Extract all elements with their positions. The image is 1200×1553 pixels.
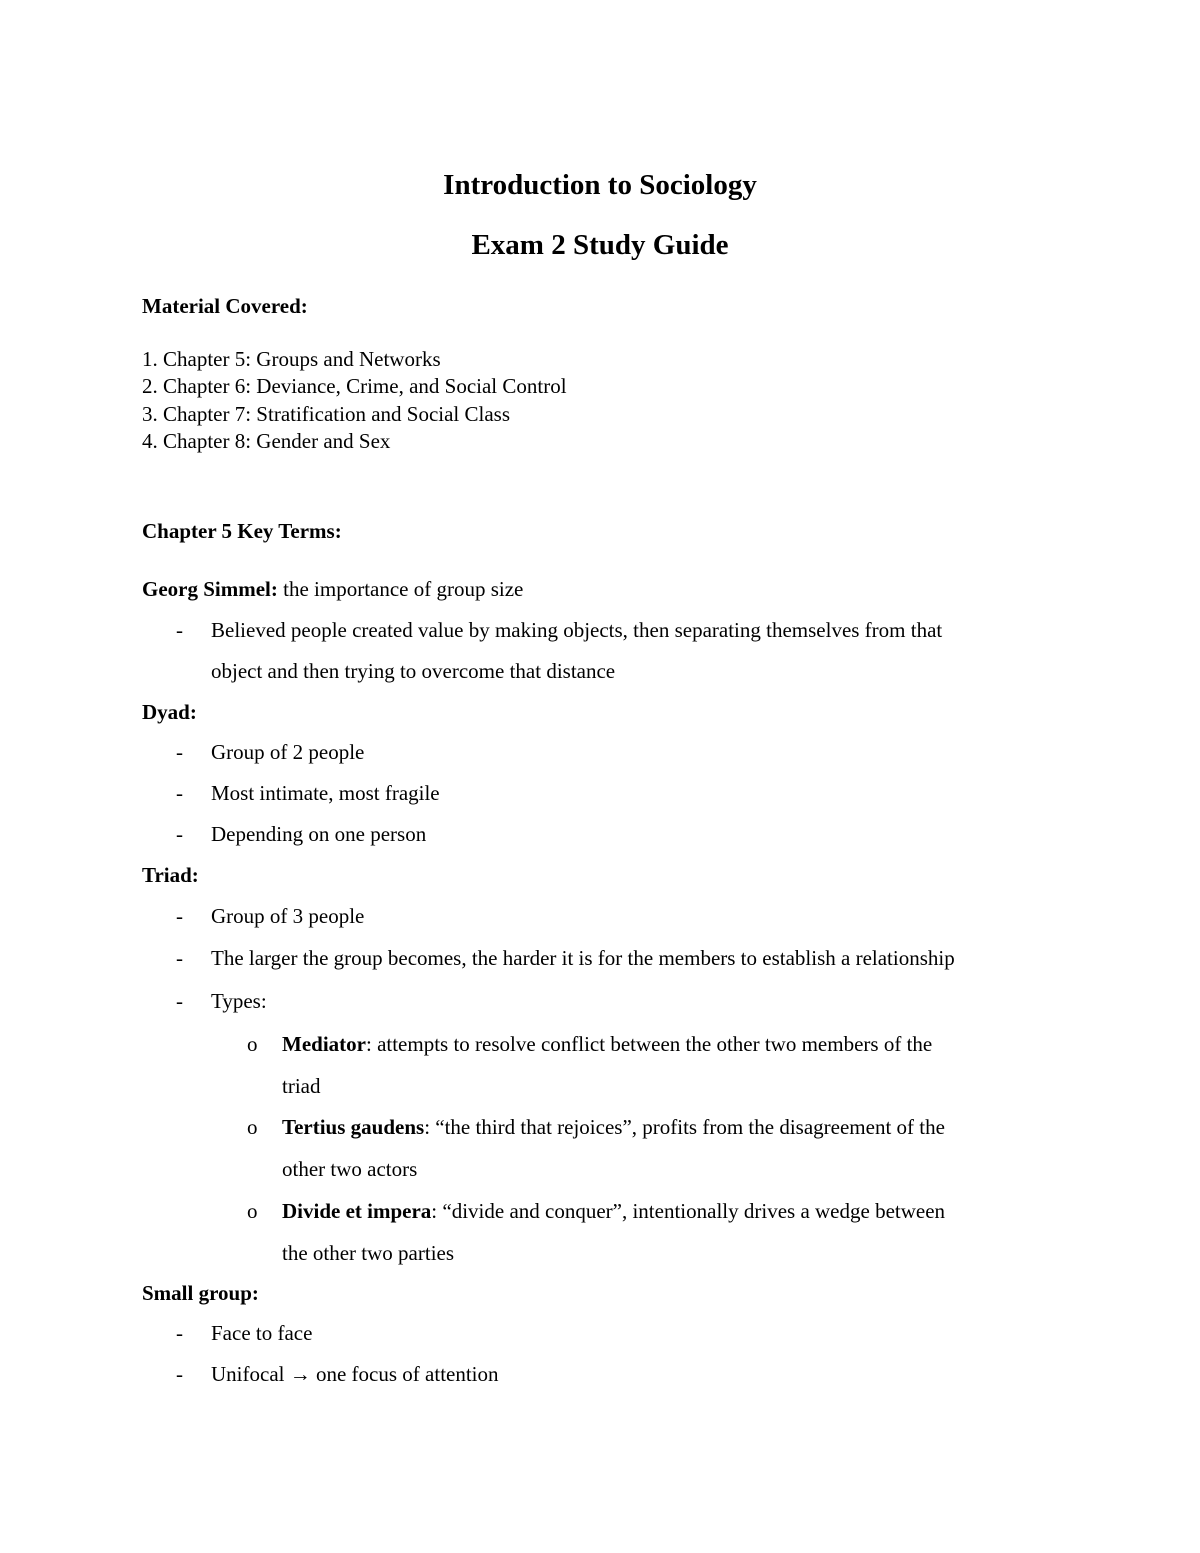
dyad-point: Depending on one person xyxy=(211,822,427,846)
triad-type-name: Divide et impera xyxy=(282,1199,432,1223)
unifocal-word: Unifocal xyxy=(211,1362,285,1386)
simmel-definition: the importance of group size xyxy=(277,577,524,601)
sub-bullet: o xyxy=(247,1115,258,1139)
unifocal-rest: one focus of attention xyxy=(310,1362,499,1386)
small-group-point: Face to face xyxy=(211,1321,313,1345)
sub-bullet: o xyxy=(247,1199,258,1223)
triad-point: Group of 3 people xyxy=(211,904,365,928)
simmel-point: Believed people created value by making objects, then separating themselves from that xyxy=(211,618,943,642)
triad-type-cont: other two actors xyxy=(282,1157,418,1181)
material-item: 3. Chapter 7: Stratification and Social Class xyxy=(142,402,511,426)
simmel-term: Georg Simmel: xyxy=(142,577,278,601)
bullet-dash: - xyxy=(176,1321,183,1345)
sub-bullet: o xyxy=(247,1032,258,1056)
chapter5-heading: Chapter 5 Key Terms: xyxy=(142,519,342,543)
dyad-point: Most intimate, most fragile xyxy=(211,781,440,805)
triad-type-name: Tertius gaudens xyxy=(282,1115,425,1139)
small-group-point xyxy=(211,1360,499,1388)
triad-term: Triad: xyxy=(142,863,199,887)
triad-type xyxy=(282,1113,945,1141)
small-group-term: Small group: xyxy=(142,1281,259,1305)
simmel-point: object and then trying to overcome that distance xyxy=(211,659,616,683)
document-title: Introduction to Sociology xyxy=(443,169,757,201)
document-subtitle: Exam 2 Study Guide xyxy=(471,229,729,261)
material-item: 2. Chapter 6: Deviance, Crime, and Social Control xyxy=(142,374,567,398)
triad-type-name: Mediator xyxy=(282,1032,366,1056)
bullet-dash: - xyxy=(176,822,183,846)
triad-type-text: : attempts to resolve conflict between the other two members of the xyxy=(365,1032,933,1056)
arrow-right-icon: → xyxy=(289,1362,311,1386)
bullet-dash: - xyxy=(176,904,183,928)
bullet-dash: - xyxy=(176,618,183,642)
triad-type-text: : “divide and conquer”, intentionally drives a wedge between xyxy=(431,1199,946,1223)
material-item: 1. Chapter 5: Groups and Networks xyxy=(142,347,441,371)
simmel-entry xyxy=(142,575,523,603)
material-item: 4. Chapter 8: Gender and Sex xyxy=(142,429,391,453)
triad-type xyxy=(282,1197,945,1225)
triad-type xyxy=(282,1030,932,1058)
triad-point: The larger the group becomes, the harder it is for the members to establish a relationship xyxy=(211,946,955,970)
dyad-point: Group of 2 people xyxy=(211,740,365,764)
bullet-dash: - xyxy=(176,989,183,1013)
triad-type-cont: triad xyxy=(282,1074,321,1098)
bullet-dash: - xyxy=(176,781,183,805)
triad-type-cont: the other two parties xyxy=(282,1241,455,1265)
bullet-dash: - xyxy=(176,1362,183,1386)
bullet-dash: - xyxy=(176,946,183,970)
bullet-dash: - xyxy=(176,740,183,764)
dyad-term: Dyad: xyxy=(142,700,197,724)
material-heading: Material Covered: xyxy=(142,294,308,318)
triad-point: Types: xyxy=(211,989,267,1013)
triad-type-text: : “the third that rejoices”, profits from the disagreement of the xyxy=(424,1115,945,1139)
